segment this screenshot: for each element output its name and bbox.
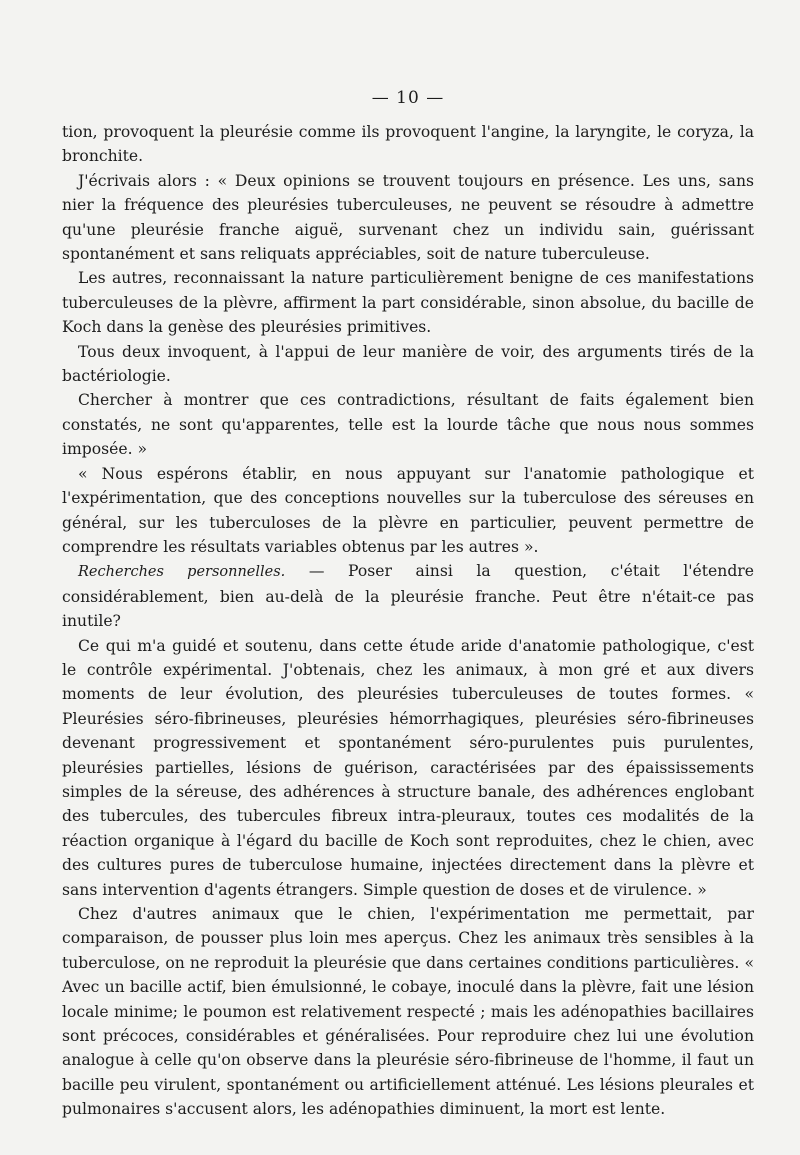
page-number: — 10 — (371, 88, 445, 108)
paragraph: Ce qui m'a guidé et soutenu, dans cette étude aride d'anatomie pathologique, c'est le contrôle expérimental. J'obtenais, chez les animaux, à mon gré et aux divers moments de leur évolution, des pleurésies tuberculeuses de toutes formes. « Pleurésies séro-fibrineuses, pleurésies hémorrhagiques, pleurésies séro-fibrineuses devenant progressivement et spontanément séro-purulentes puis purulentes, pleurésies partielles, lésions de guérison, caractérisées par des épaississements simples de la séreuse, des adhérences à structure banale, des adhérences englobant des tubercules, des tubercules fibreux intra-pleuraux, toutes ces modalités de la réaction organique à l'égard du bacille de Koch sont reproduites, chez le chien, avec des cultures pures de tuberculose humaine, injectées directement dans la plèvre et sans intervention d'agents étrangers. Simple question de doses et de virulence. » (62, 636, 754, 899)
section-lead: Recherches personnelles. (78, 564, 286, 581)
paragraph: Recherches personnelles. — Poser ainsi la question, c'était l'étendre considérablement, bien au-delà de la pleurésie franche. Peut être n'était-ce pas inutile? (62, 562, 754, 631)
paragraph: Tous deux invoquent, à l'appui de leur manière de voir, des arguments tirés de la bactériologie. (62, 342, 754, 386)
paragraph: tion, provoquent la pleurésie comme ils provoquent l'angine, la laryngite, le coryza, la bronchite. (62, 123, 754, 166)
paragraph: J'écrivais alors : « Deux opinions se trouvent toujours en présence. Les uns, sans nier la fréquence des pleurésies tuberculeuses, ne peuvent se résoudre à admettre qu'une pleurésie franche aiguë, survenant chez un individu sain, guérissant spontanément et sans reliquats appréciables, soit de nature tuberculeuse. (62, 171, 754, 264)
paragraph: Les autres, reconnaissant la nature particulièrement benigne de ces manifestations tuberculeuses de la plèvre, affirment la part considérable, sinon absolue, du bacille de Koch dans la genèse des pleurésies primitives. (62, 269, 754, 337)
body-text (62, 120, 754, 1122)
paragraph: Chercher à montrer que ces contradictions, résultant de faits également bien constatés, ne sont qu'apparentes, telle est la lourde tâche que nous nous sommes imposée. » (62, 391, 754, 459)
paragraph: Chez d'autres animaux que le chien, l'expérimentation me permettait, par comparaison, de pousser plus loin mes aperçus. Chez les animaux très sensibles à la tuberculose, on ne reproduit la pleurésie que dans certaines conditions particulières. « Avec un bacille actif, bien émulsionné, le cobaye, inoculé dans la plèvre, fait une lésion locale minime; le poumon est relativement respecté ; mais les adénopathies bacillaires sont précoces, considérables et généralisées. Pour reproduire chez lui une évolution analogue à celle qu'on observe dans la pleurésie séro-fibrineuse de l'homme, il faut un bacille peu virulent, spontanément ou artificiellement atténué. Les lésions pleurales et pulmonaires s'accusent alors, les adénopathies diminuent, la mort est lente. (62, 905, 754, 1119)
paragraph: « Nous espérons établir, en nous appuyant sur l'anatomie pathologique et l'expérimentation, que des conceptions nouvelles sur la tuberculose des séreuses en général, sur les tuberculoses de la plèvre en particulier, peuvent permettre de comprendre les résultats variables obtenus par les autres ». (62, 464, 754, 556)
